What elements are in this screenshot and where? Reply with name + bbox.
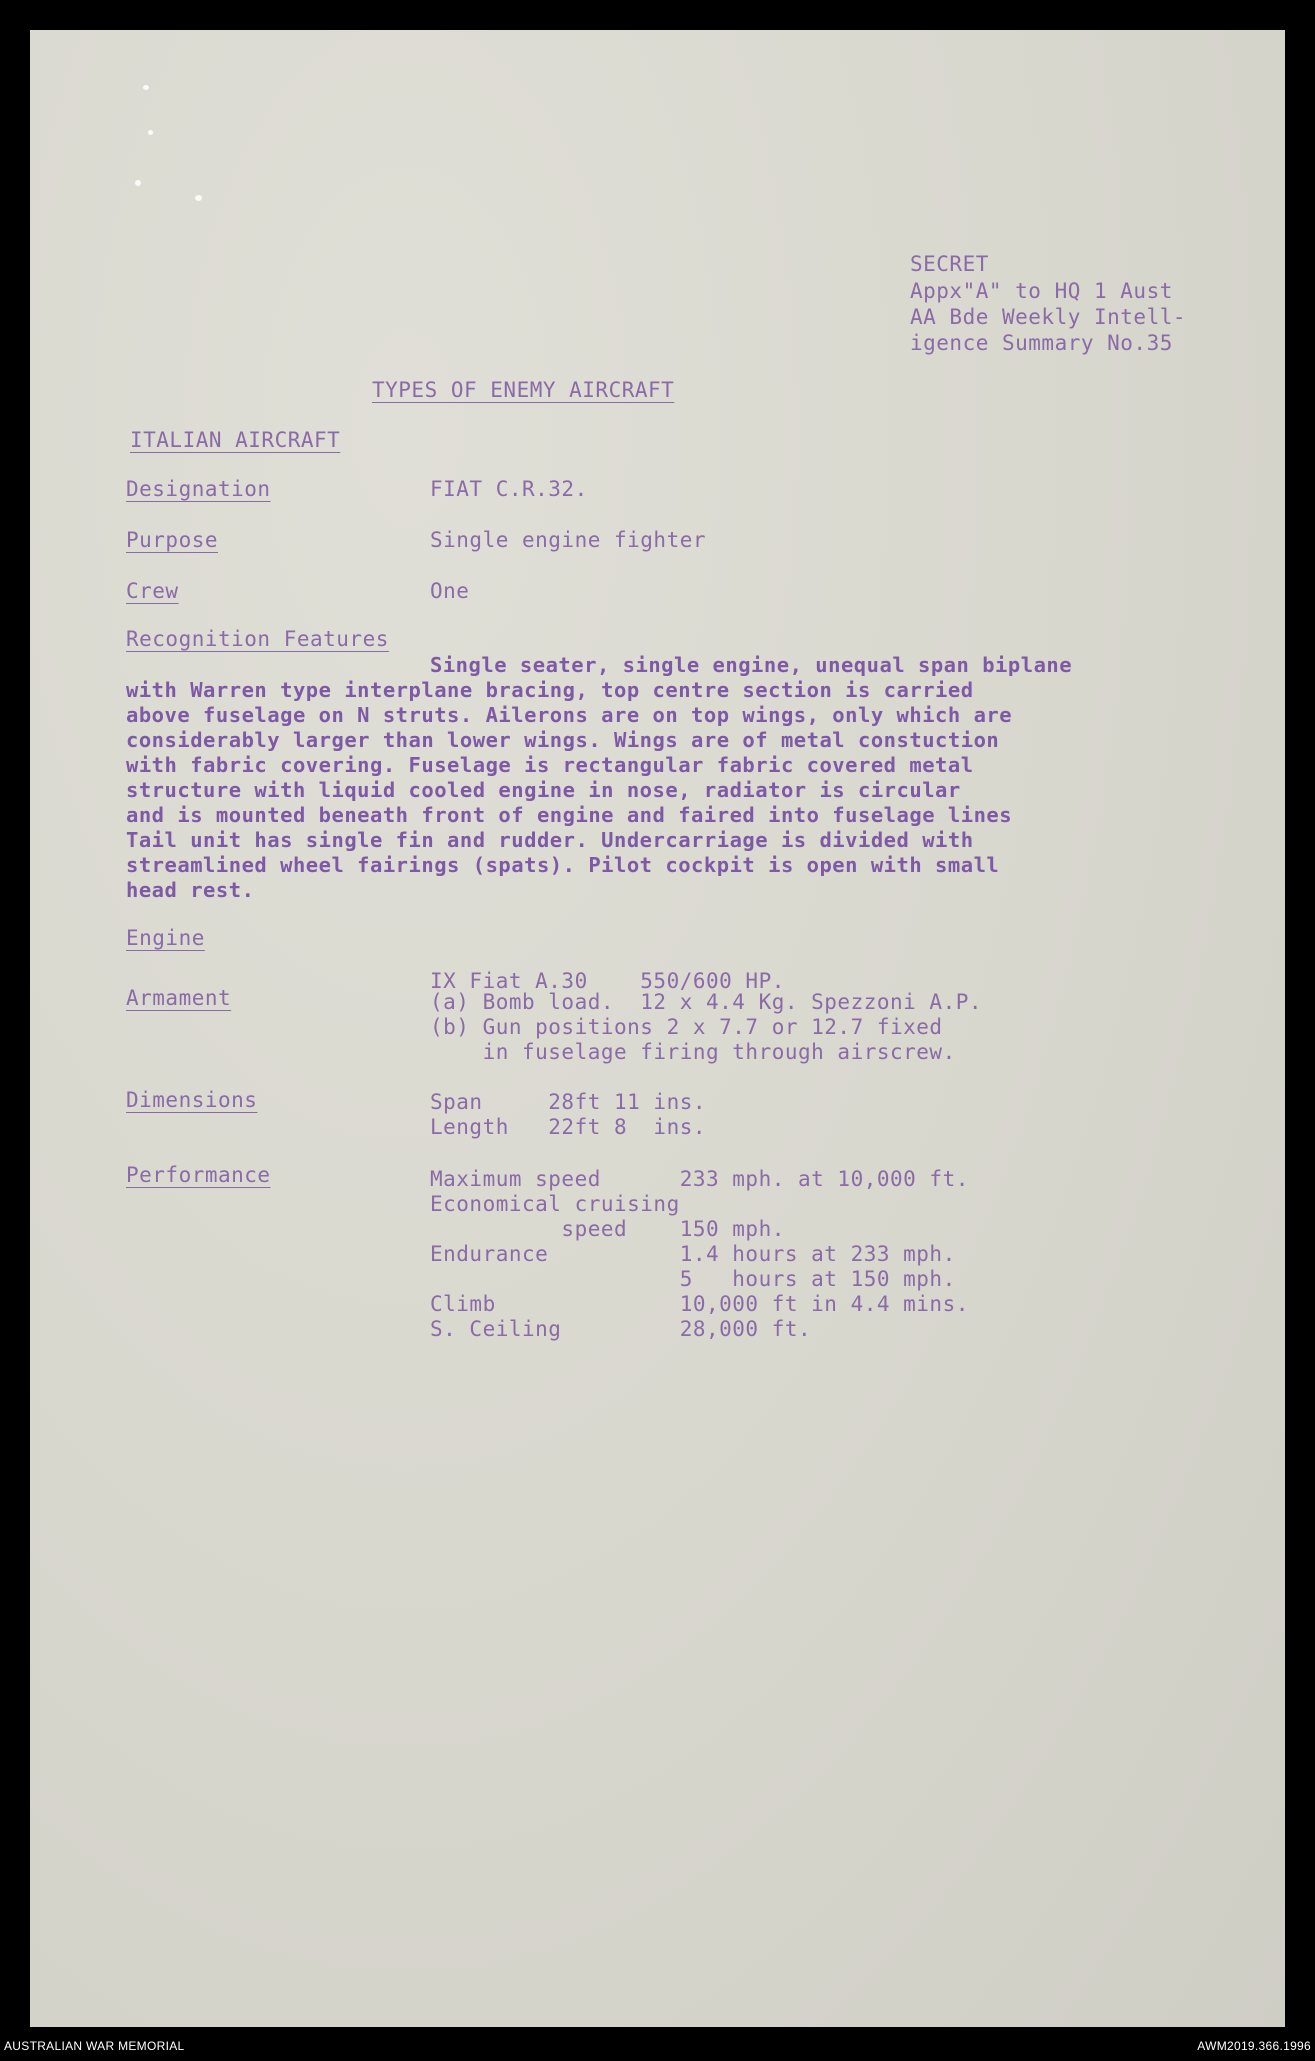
recognition-line: Single seater, single engine, unequal span biplane (430, 653, 1073, 677)
archive-credit: AUSTRALIAN WAR MEMORIAL (4, 2039, 185, 2053)
punch-hole (195, 195, 202, 201)
punch-hole (148, 130, 153, 135)
armament-line: (b) Gun positions 2 x 7.7 or 12.7 fixed (430, 1015, 943, 1039)
performance-line: 5 hours at 150 mph. (430, 1267, 956, 1291)
recognition-line: structure with liquid cooled engine in nose, radiator is circular (126, 778, 961, 802)
designation-label: Designation (126, 477, 271, 501)
armament-line: (a) Bomb load. 12 x 4.4 Kg. Spezzoni A.P. (430, 990, 983, 1014)
recognition-label: Recognition Features (126, 627, 389, 651)
armament-line: in fuselage firing through airscrew. (430, 1040, 956, 1064)
reference-line-1: Appx"A" to HQ 1 Aust (910, 279, 1173, 303)
recognition-line: head rest. (126, 878, 255, 902)
performance-line: Climb 10,000 ft in 4.4 mins. (430, 1292, 969, 1316)
recognition-line: and is mounted beneath front of engine and faired into fuselage lines (126, 803, 1013, 827)
dimensions-line: Length 22ft 8 ins. (430, 1115, 707, 1139)
document-title: TYPES OF ENEMY AIRCRAFT (372, 378, 675, 402)
reference-line-2: AA Bde Weekly Intell- (910, 305, 1187, 329)
performance-line: Endurance 1.4 hours at 233 mph. (430, 1242, 956, 1266)
designation-value: FIAT C.R.32. (430, 477, 588, 501)
archive-id: AWM2019.366.1996 (1197, 2039, 1311, 2053)
recognition-line: above fuselage on N struts. Ailerons are on top wings, only which are (126, 703, 1013, 727)
purpose-value: Single engine fighter (430, 528, 707, 552)
crew-value: One (430, 579, 470, 603)
performance-line: S. Ceiling 28,000 ft. (430, 1317, 812, 1341)
recognition-line: with Warren type interplane bracing, top centre section is carried (126, 678, 974, 702)
punch-hole (135, 180, 141, 186)
armament-label: Armament (126, 986, 232, 1010)
recognition-line: Tail unit has single fin and rudder. Undercarriage is divided with (126, 828, 974, 852)
crew-label: Crew (126, 579, 179, 603)
dimensions-line: Span 28ft 11 ins. (430, 1090, 707, 1114)
punch-hole (143, 85, 149, 90)
purpose-label: Purpose (126, 528, 219, 552)
dimensions-label: Dimensions (126, 1088, 258, 1112)
performance-line: Economical cruising (430, 1192, 680, 1216)
performance-line: speed 150 mph. (430, 1217, 785, 1241)
reference-line-3: igence Summary No.35 (910, 331, 1173, 355)
classification-label: SECRET (910, 252, 989, 276)
recognition-line: with fabric covering. Fuselage is rectangular fabric covered metal (126, 753, 974, 777)
recognition-line: considerably larger than lower wings. Wings are of metal constuction (126, 728, 1000, 752)
engine-label: Engine (126, 926, 205, 950)
section-heading: ITALIAN AIRCRAFT (130, 428, 341, 452)
engine-value: IX Fiat A.30 550/600 HP. (430, 969, 785, 993)
performance-label: Performance (126, 1163, 271, 1187)
recognition-line: streamlined wheel fairings (spats). Pilot cockpit is open with small (126, 853, 1000, 877)
performance-line: Maximum speed 233 mph. at 10,000 ft. (430, 1167, 969, 1191)
